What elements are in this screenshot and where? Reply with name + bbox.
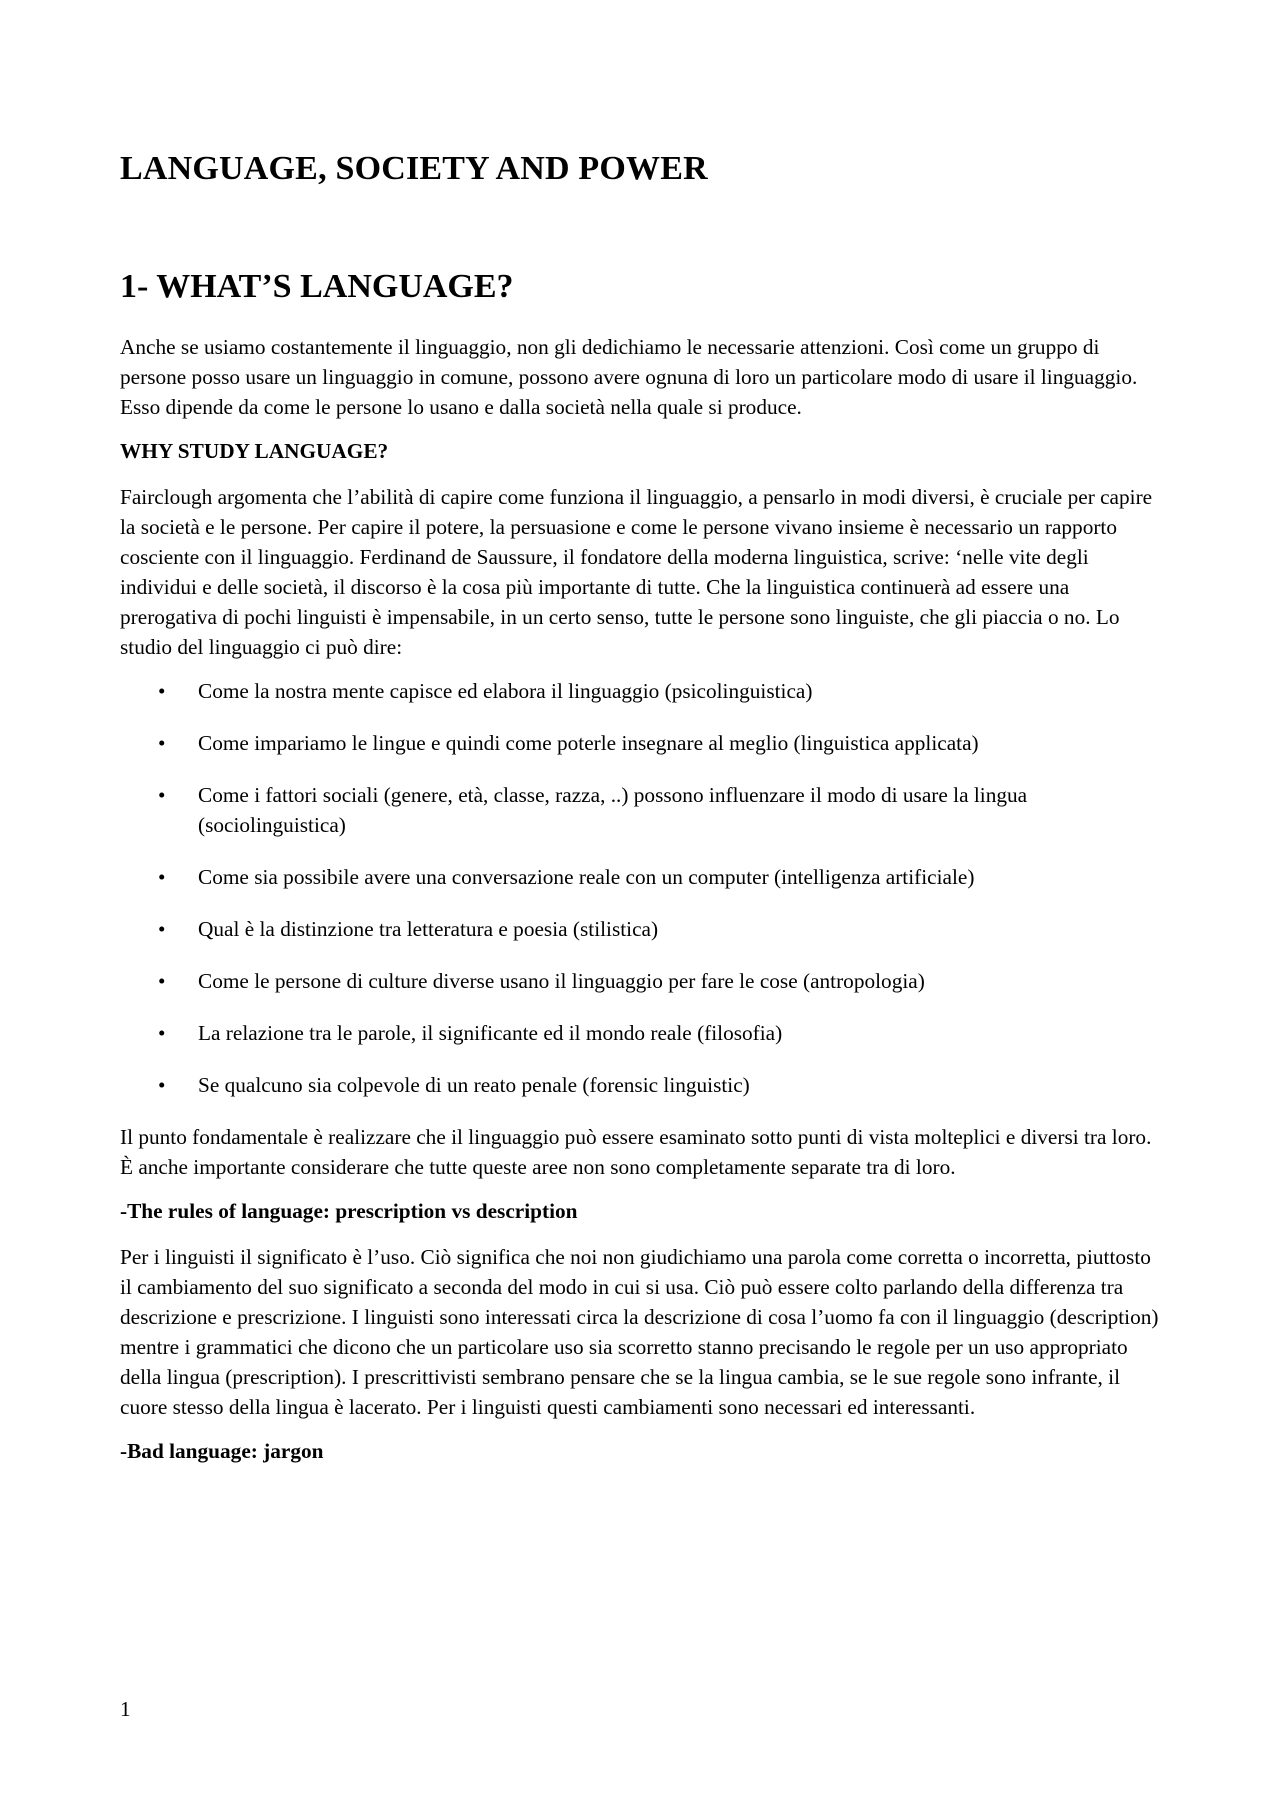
- bullet-icon: •: [158, 1073, 166, 1097]
- topics-list: [120, 676, 1160, 1100]
- why-study-heading: WHY STUDY LANGUAGE?: [120, 439, 389, 463]
- list-item-text: Come impariamo le lingue e quindi come poterle insegnare al meglio (linguistica applicata): [198, 731, 979, 755]
- rules-heading: -The rules of language: prescription vs description: [120, 1199, 578, 1223]
- list-item-text: Qual è la distinzione tra letteratura e poesia (stilistica): [198, 917, 659, 941]
- list-item: [120, 1018, 1160, 1048]
- list-item-text: Come sia possibile avere una conversazione reale con un computer (intelligenza artificiale): [198, 865, 975, 889]
- why-study-paragraph: Fairclough argomenta che l’abilità di capire come funziona il linguaggio, a pensarlo in modi diversi, è cruciale per capire la società e le persone. Per capire il potere, la persuasione e come le persone vivano insieme è necessario un rapporto cosciente con il linguaggio. Ferdinand de Saussure, il fondatore della moderna linguistica, scrive: ‘nelle vite degli individui e delle società, il discorso è la cosa più importante di tutte. Che la linguistica continuerà ad essere una prerogativa di pochi linguisti è impensabile, in un certo senso, tutte le persone sono linguiste, che gli piaccia o no. Lo studio del linguaggio ci può dire:: [120, 485, 1153, 659]
- list-item: [120, 676, 1160, 706]
- page-number: 1: [120, 1697, 131, 1721]
- list-item: [120, 1070, 1160, 1100]
- list-item-text: La relazione tra le parole, il significante ed il mondo reale (filosofia): [198, 1021, 783, 1045]
- bullet-icon: •: [158, 679, 166, 703]
- intro-paragraph: Anche se usiamo costantemente il linguaggio, non gli dedichiamo le necessarie attenzioni. Così come un gruppo di persone posso usare un linguaggio in comune, possono avere ognuna di loro un particolare modo di usare il linguaggio. Esso dipende da come le persone lo usano e dalla società nella quale si produce.: [120, 335, 1138, 419]
- bullet-icon: •: [158, 865, 166, 889]
- conclusion-paragraph: Il punto fondamentale è realizzare che il linguaggio può essere esaminato sotto punti di vista molteplici e diversi tra loro. È anche importante considerare che tutte queste aree non sono completamente separate tra di loro.: [120, 1125, 1152, 1179]
- list-item: [120, 862, 1160, 892]
- list-item: [120, 780, 1160, 840]
- list-item: [120, 728, 1160, 758]
- jargon-heading: -Bad language: jargon: [120, 1439, 324, 1463]
- document-title: LANGUAGE, SOCIETY AND POWER: [120, 150, 708, 187]
- bullet-icon: •: [158, 731, 166, 755]
- list-item-text: Come i fattori sociali (genere, età, classe, razza, ..) possono influenzare il modo di usare la lingua (sociolinguistica): [198, 783, 1028, 837]
- list-item: [120, 966, 1160, 996]
- bullet-icon: •: [158, 917, 166, 941]
- section-heading: 1- WHAT’S LANGUAGE?: [120, 268, 514, 305]
- rules-paragraph: Per i linguisti il significato è l’uso. Ciò significa che noi non giudichiamo una parola come corretta o incorretta, piuttosto il cambiamento del suo significato a seconda del modo in cui si usa. Ciò può essere colto parlando della differenza tra descrizione e prescrizione. I linguisti sono interessati circa la descrizione di cosa l’uomo fa con il linguaggio (description) mentre i grammatici che dicono che un particolare uso sia scorretto stanno precisando le regole per un uso appropriato della lingua (prescription). I prescrittivisti sembrano pensare che se la lingua cambia, se le sue regole sono infrante, il cuore stesso della lingua è lacerato. Per i linguisti questi cambiamenti sono necessari ed interessanti.: [120, 1245, 1159, 1419]
- list-item-text: Se qualcuno sia colpevole di un reato penale (forensic linguistic): [198, 1073, 750, 1097]
- bullet-icon: •: [158, 1021, 166, 1045]
- section-body: [120, 332, 1160, 1482]
- list-item-text: Come la nostra mente capisce ed elabora il linguaggio (psicolinguistica): [198, 679, 813, 703]
- bullet-icon: •: [158, 969, 166, 993]
- list-item-text: Come le persone di culture diverse usano il linguaggio per fare le cose (antropologia): [198, 969, 925, 993]
- list-item: [120, 914, 1160, 944]
- bullet-icon: •: [158, 783, 166, 807]
